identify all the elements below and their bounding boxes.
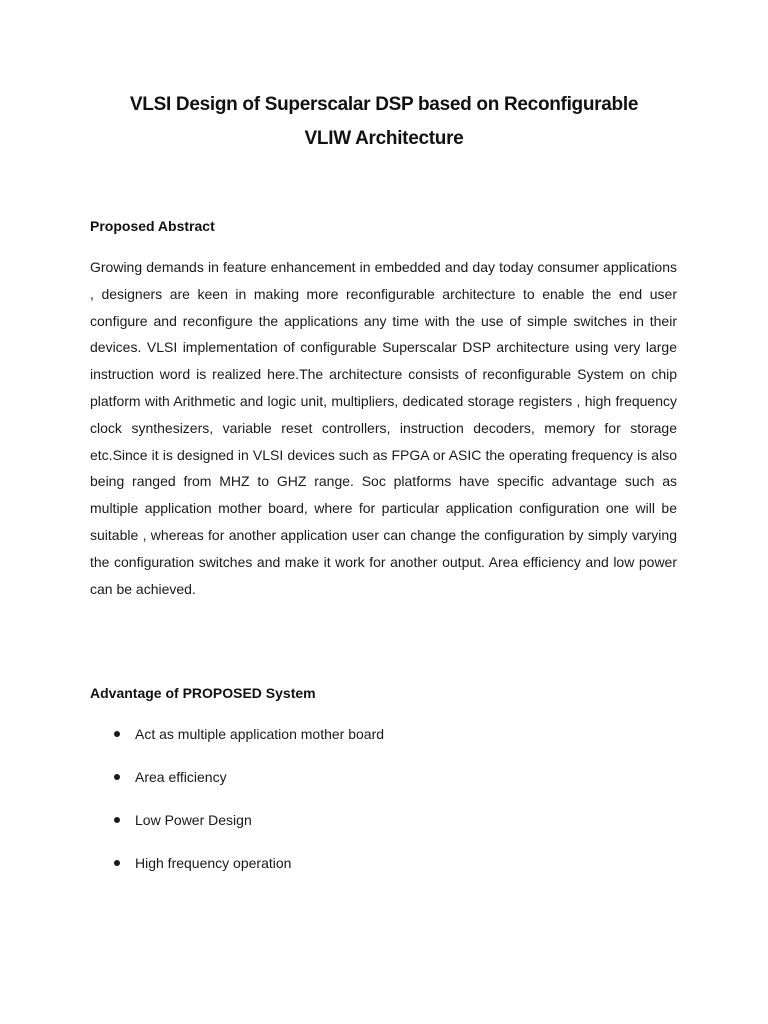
abstract-heading: Proposed Abstract — [90, 218, 215, 234]
document-title — [60, 88, 708, 156]
bullet-icon — [114, 817, 120, 823]
bullet-icon — [114, 860, 120, 866]
title-line-2: VLIW Architecture — [304, 128, 464, 149]
list-item-text: Act as multiple application mother board — [135, 726, 385, 742]
list-item-text: High frequency operation — [135, 855, 292, 871]
bullet-icon — [114, 731, 120, 737]
abstract-paragraph: Growing demands in feature enhancement in embedded and day today consumer applications , designers are keen in making more reconfigurable architecture to enable the end user configure and reconfigure the applications any time with the use of simple switches in their devices. VLSI implementation of configurable Superscalar DSP architecture using very large instruction word is realized here.The architecture consists of reconfigurable System on chip platform with Arithmetic and logic unit, multipliers, dedicated storage registers , high frequency clock synthesizers, variable reset controllers, instruction decoders, memory for storage etc.Since it is designed in VLSI devices such as FPGA or ASIC the operating frequency is also being ranged from MHZ to GHZ range. Soc platforms have specific advantage such as multiple application mother board, where for particular application configuration one will be suitable , whereas for another application user can change the configuration by simply varying the configuration switches and make it work for another output. Area efficiency and low power can be achieved. — [90, 259, 677, 597]
list-item-text: Area efficiency — [135, 769, 227, 785]
title-line-1: VLSI Design of Superscalar DSP based on Reconfigurable — [129, 94, 639, 115]
list-item-text: Low Power Design — [135, 812, 252, 828]
advantage-heading: Advantage of PROPOSED System — [90, 685, 316, 701]
bullet-icon — [114, 774, 120, 780]
